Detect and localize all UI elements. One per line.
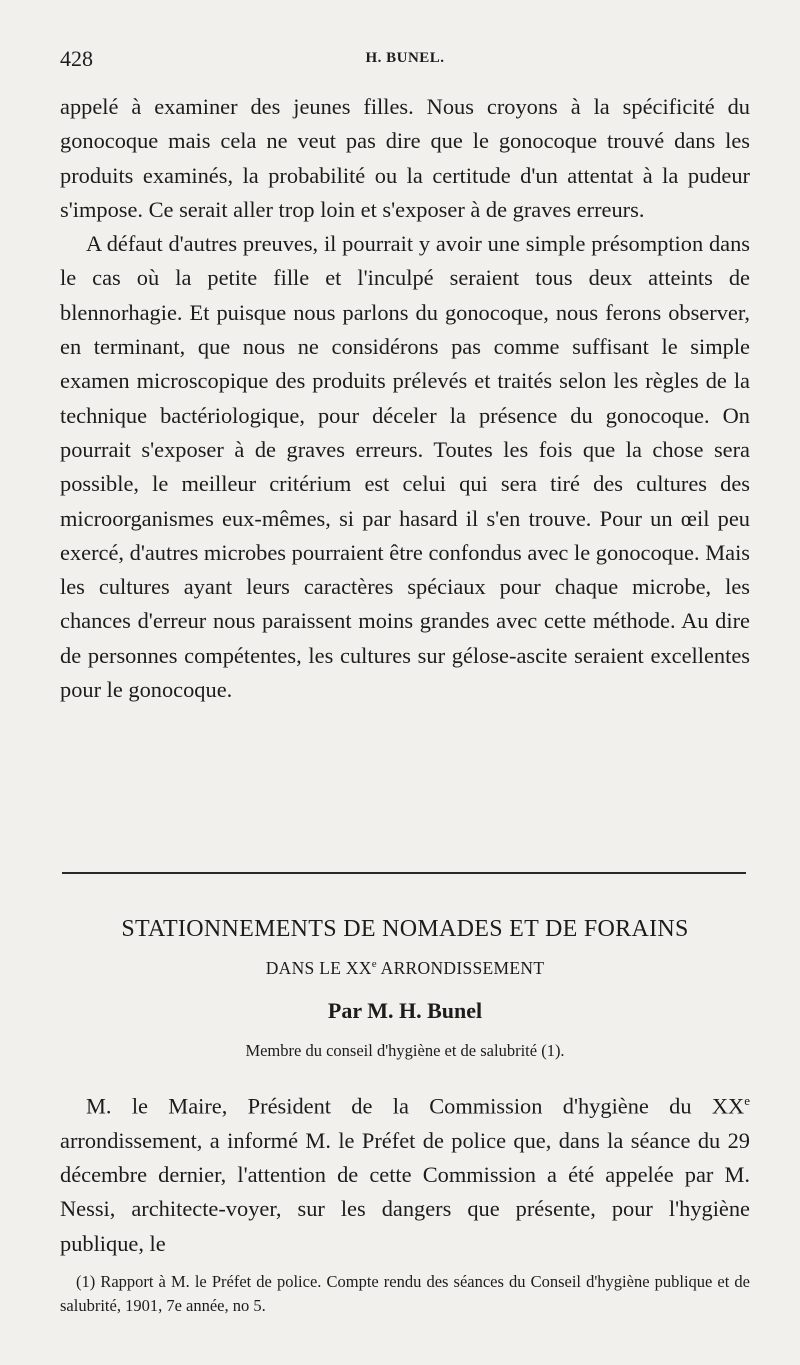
article-body bbox=[60, 1084, 750, 1261]
previous-article-text bbox=[60, 90, 750, 707]
article-title: STATIONNEMENTS DE NOMADES ET DE FORAINS bbox=[121, 916, 689, 942]
running-title: H. BUNEL. bbox=[365, 50, 445, 66]
paragraph-continued: appelé à examiner des jeunes filles. Nous croyons à la spécificité du gonocoque mais cela ne veut pas dire que le gonocoque trouvé dans les produits examinés, la probabilité ou la certitude d'un attentat à la pudeur s'impose. Ce serait aller trop loin et s'exposer à de graves erreurs. bbox=[60, 94, 750, 222]
running-head bbox=[60, 46, 750, 76]
subtitle-text-end: ARRONDISSEMENT bbox=[376, 958, 545, 978]
section-divider bbox=[62, 872, 746, 874]
subtitle-superscript: e bbox=[371, 958, 377, 971]
paragraph-text: M. le Maire, Président de la Commission d'hygiène du XX bbox=[86, 1093, 745, 1119]
page-number: 428 bbox=[60, 46, 93, 71]
paragraph: A défaut d'autres preuves, il pourrait y avoir une simple présomption dans le cas où la petite fille et l'inculpé seraient tous deux atteints de blennorhagie. Et puisque nous parlons du gonocoque, nous ferons observer, en terminant, que nous ne considérons pas comme suffisant le simple examen microscopique des produits prélevés et traités selon les règles de la technique bactériologique, pour déceler la présence du gonocoque. On pourrait s'exposer à de graves erreurs. Toutes les fois que la chose sera possible, le meilleur critérium est celui qui sera tiré des cultures des microorganismes eux-mêmes, si par hasard il s'en trouve. Pour un œil peu exercé, d'autres microbes pourraient être confondus avec le gonocoque. Mais les cultures ayant leurs caractères spéciaux pour chaque microbe, les chances d'erreur nous paraissent moins grandes avec cette méthode. Au dire de personnes compétentes, les cultures sur gélose-ascite seraient excellentes pour le gonocoque. bbox=[60, 231, 750, 703]
article-subtitle bbox=[60, 958, 750, 979]
footnote bbox=[60, 1270, 750, 1318]
paragraph bbox=[60, 1084, 750, 1261]
author-affiliation: Membre du conseil d'hygiène et de salubrité (1). bbox=[245, 1041, 565, 1060]
subtitle-text: DANS LE XX bbox=[265, 958, 372, 978]
byline: Par M. H. Bunel bbox=[327, 998, 483, 1023]
paragraph-superscript: e bbox=[744, 1093, 750, 1108]
paragraph-text-end: arrondissement, a informé M. le Préfet de police que, dans la séance du 29 décembre dernier, l'attention de cette Commission a été appelée par M. Nessi, architecte-voyer, sur les dangers que présente, pour l'hygiène publique, le bbox=[60, 1127, 750, 1256]
footnote-text: (1) Rapport à M. le Préfet de police. Compte rendu des séances du Conseil d'hygiène publique et de salubrité, 1901, 7e année, no 5. bbox=[60, 1272, 750, 1315]
